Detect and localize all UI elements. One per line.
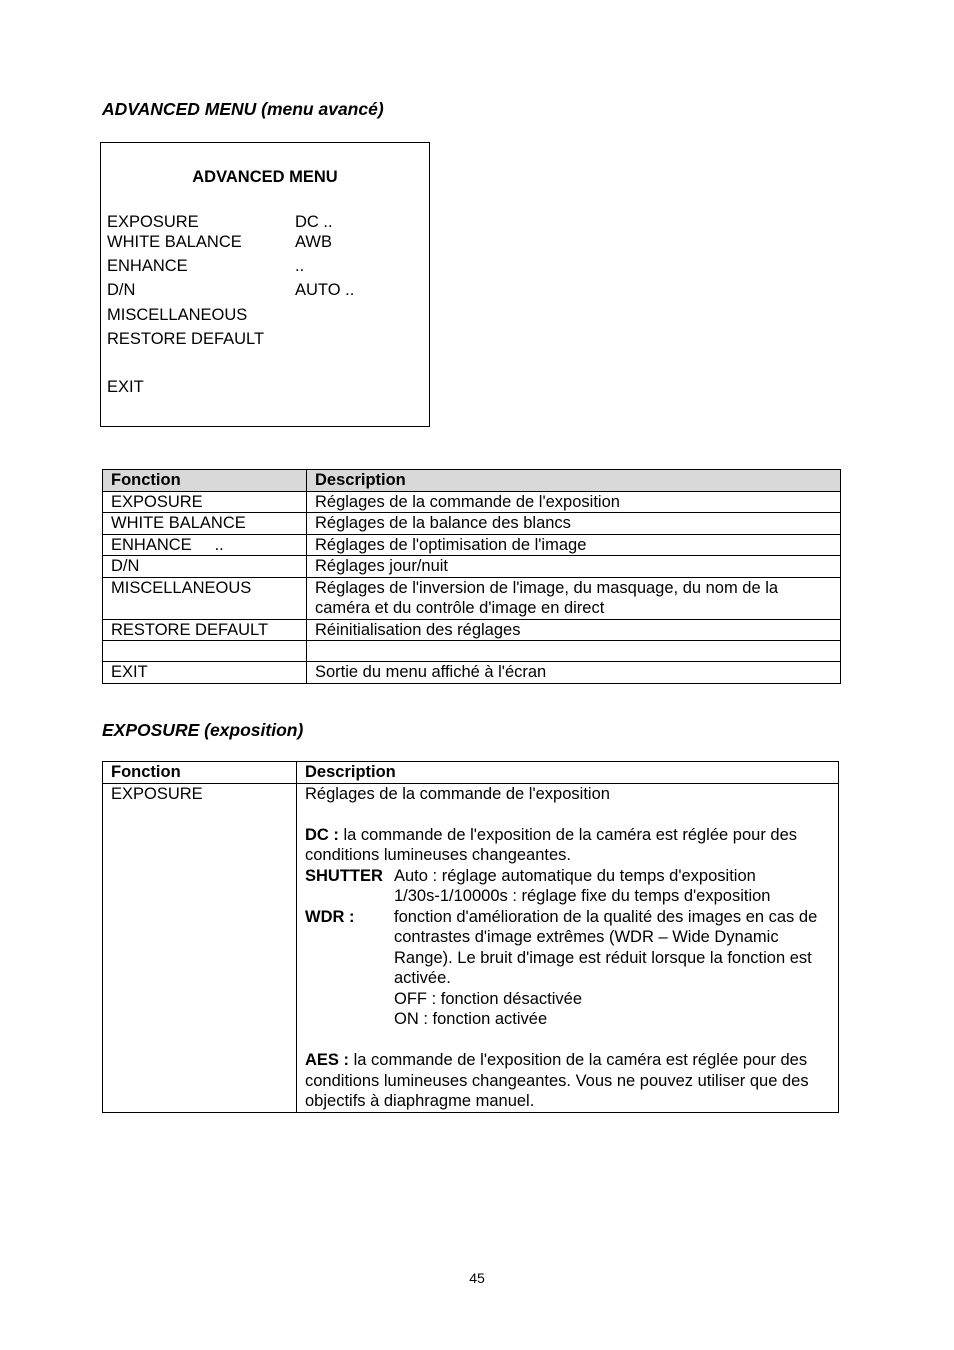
table-row <box>103 662 841 684</box>
wdr-label: WDR : <box>305 907 355 926</box>
row-function: RESTORE DEFAULT <box>103 619 307 641</box>
menu-item-dn: D/N <box>107 281 136 299</box>
row-function: EXPOSURE <box>103 783 297 1112</box>
menu-item-exit: EXIT <box>107 378 144 396</box>
table-header-row <box>103 470 841 492</box>
table-row <box>103 556 841 578</box>
row-description: Réglages jour/nuit <box>307 556 841 578</box>
exposure-intro: Réglages de la commande de l'exposition <box>305 784 610 803</box>
row-description: Réglages de la balance des blancs <box>307 513 841 535</box>
aes-label: AES : <box>305 1051 350 1069</box>
table-row <box>103 783 839 1112</box>
row-description: Réinitialisation des réglages <box>307 619 841 641</box>
wdr-off: OFF : fonction désactivée <box>394 989 583 1008</box>
aes-paragraph <box>305 1050 830 1112</box>
header-fonction: Fonction <box>103 762 297 784</box>
row-description: Sortie du menu affiché à l'écran <box>307 662 841 684</box>
header-description: Description <box>297 762 839 784</box>
wdr-text: fonction d'amélioration de la qualité des images en cas de contrastes d'image extrêmes (WDR – Wide Dynamic Range). Le bruit d'image est réduit lorsque la fonction est activée. <box>394 907 818 987</box>
dc-label: DC : <box>305 825 339 844</box>
row-function: EXIT <box>103 662 307 684</box>
menu-item-white-balance: WHITE BALANCE <box>107 233 242 251</box>
shutter-label: SHUTTER <box>305 866 383 885</box>
table-row <box>103 513 841 535</box>
exposure-description <box>297 783 839 1112</box>
row-function: ENHANCE .. <box>103 534 307 556</box>
menu-item-exposure: EXPOSURE <box>107 213 199 231</box>
row-function: EXPOSURE <box>103 491 307 513</box>
exposure-table <box>102 761 839 1113</box>
shutter-line2: 1/30s-1/10000s : réglage fixe du temps d'exposition <box>394 887 771 905</box>
row-description: Réglages de l'inversion de l'image, du masquage, du nom de la caméra et du contrôle d'image en direct <box>307 577 841 619</box>
table-header-row <box>103 762 839 784</box>
menu-title: ADVANCED MENU <box>192 168 338 186</box>
row-description: Réglages de la commande de l'exposition <box>307 491 841 513</box>
row-function <box>103 641 307 662</box>
function-table <box>102 469 841 684</box>
shutter-row <box>305 866 830 887</box>
menu-item-enhance: ENHANCE <box>107 257 188 275</box>
row-description <box>307 641 841 662</box>
table-row <box>103 534 841 556</box>
menu-item-restore-default: RESTORE DEFAULT <box>107 330 265 348</box>
row-function: WHITE BALANCE <box>103 513 307 535</box>
section-heading-exposure: EXPOSURE (exposition) <box>102 720 304 740</box>
wdr-row <box>305 907 830 989</box>
row-function: MISCELLANEOUS <box>103 577 307 619</box>
wdr-on: ON : fonction activée <box>394 1010 548 1028</box>
advanced-menu-box <box>100 142 430 427</box>
table-row <box>103 577 841 619</box>
table-row <box>103 491 841 513</box>
row-description: Réglages de l'optimisation de l'image <box>307 534 841 556</box>
dc-paragraph <box>305 825 830 866</box>
menu-value-white-balance: AWB <box>295 233 332 251</box>
dc-text: la commande de l'exposition de la caméra est réglée pour des conditions lumineuses changeantes. <box>305 825 797 864</box>
table-row-empty <box>103 641 841 662</box>
shutter-line1: Auto : réglage automatique du temps d'exposition <box>394 866 756 885</box>
page-number: 45 <box>469 1270 485 1286</box>
menu-value-enhance: .. <box>295 257 305 275</box>
row-function: D/N <box>103 556 307 578</box>
menu-value-exposure: DC .. <box>295 213 333 231</box>
table-row <box>103 619 841 641</box>
section-heading-advanced-menu: ADVANCED MENU (menu avancé) <box>102 99 384 119</box>
aes-text: la commande de l'exposition de la caméra est réglée pour des conditions lumineuses changeantes. Vous ne pouvez utiliser que des objectifs à diaphragme manuel. <box>305 1051 809 1110</box>
menu-item-miscellaneous: MISCELLANEOUS <box>107 306 248 324</box>
header-description: Description <box>307 470 841 492</box>
menu-value-dn: AUTO .. <box>295 281 355 299</box>
header-fonction: Fonction <box>103 470 307 492</box>
